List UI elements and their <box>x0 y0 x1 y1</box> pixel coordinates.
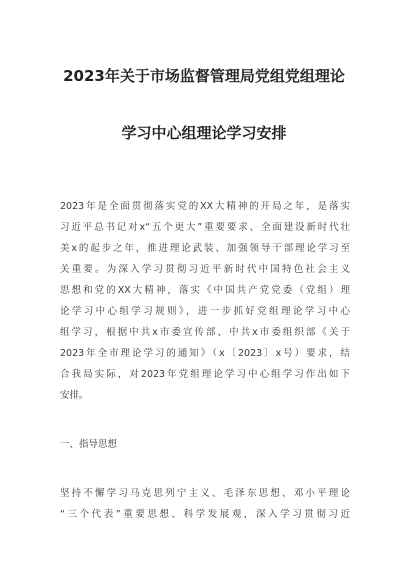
paragraph-2-line-1: 坚持不懈学习马克思列宁主义、毛泽东思想、邓小平理论 <box>60 488 350 499</box>
paragraph-1-line-9: 合我局实际，对2023年党组理论学习中心组学习作出如下 <box>60 369 350 380</box>
paragraph-1-line-3: 美x的起步之年，推进理论武装、加强领导干部理论学习至 <box>60 243 350 254</box>
paragraph-1-line-10: 安排。 <box>60 390 89 401</box>
section-heading-guiding-thought: 一、指导思想 <box>60 439 118 450</box>
paragraph-1-line-5: 思想和党的XX大精神，落实《中国共产党党委（党组）理 <box>60 285 350 296</box>
paragraph-1-line-6: 论学习中心组学习规则》，进一步抓好党组理论学习中心 <box>60 306 350 317</box>
paragraph-1-line-1: 2023年是全面贯彻落实党的XX大精神的开局之年，是落实 <box>60 201 350 212</box>
document-title-line-2: 学习中心组理论学习安排 <box>121 124 287 142</box>
paragraph-2-line-2: “三个代表”重要思想、科学发展观，深入学习贯彻习近 <box>60 509 350 520</box>
document-title-line-1: 2023年关于市场监督管理局党组党组理论 <box>63 67 345 85</box>
paragraph-1-line-7: 组学习，根据中共x市委宣传部、中共x市委组织部《关于 <box>60 327 350 338</box>
paragraph-1-line-8: 2023年全市理论学习的通知》（x〔2023〕x号）要求，结 <box>60 348 350 359</box>
paragraph-1-line-4: 关重要。为深入学习贯彻习近平新时代中国特色社会主义 <box>60 264 350 275</box>
paragraph-1-line-2: 习近平总书记对x“五个更大”重要要求、全面建设新时代壮 <box>60 222 350 233</box>
